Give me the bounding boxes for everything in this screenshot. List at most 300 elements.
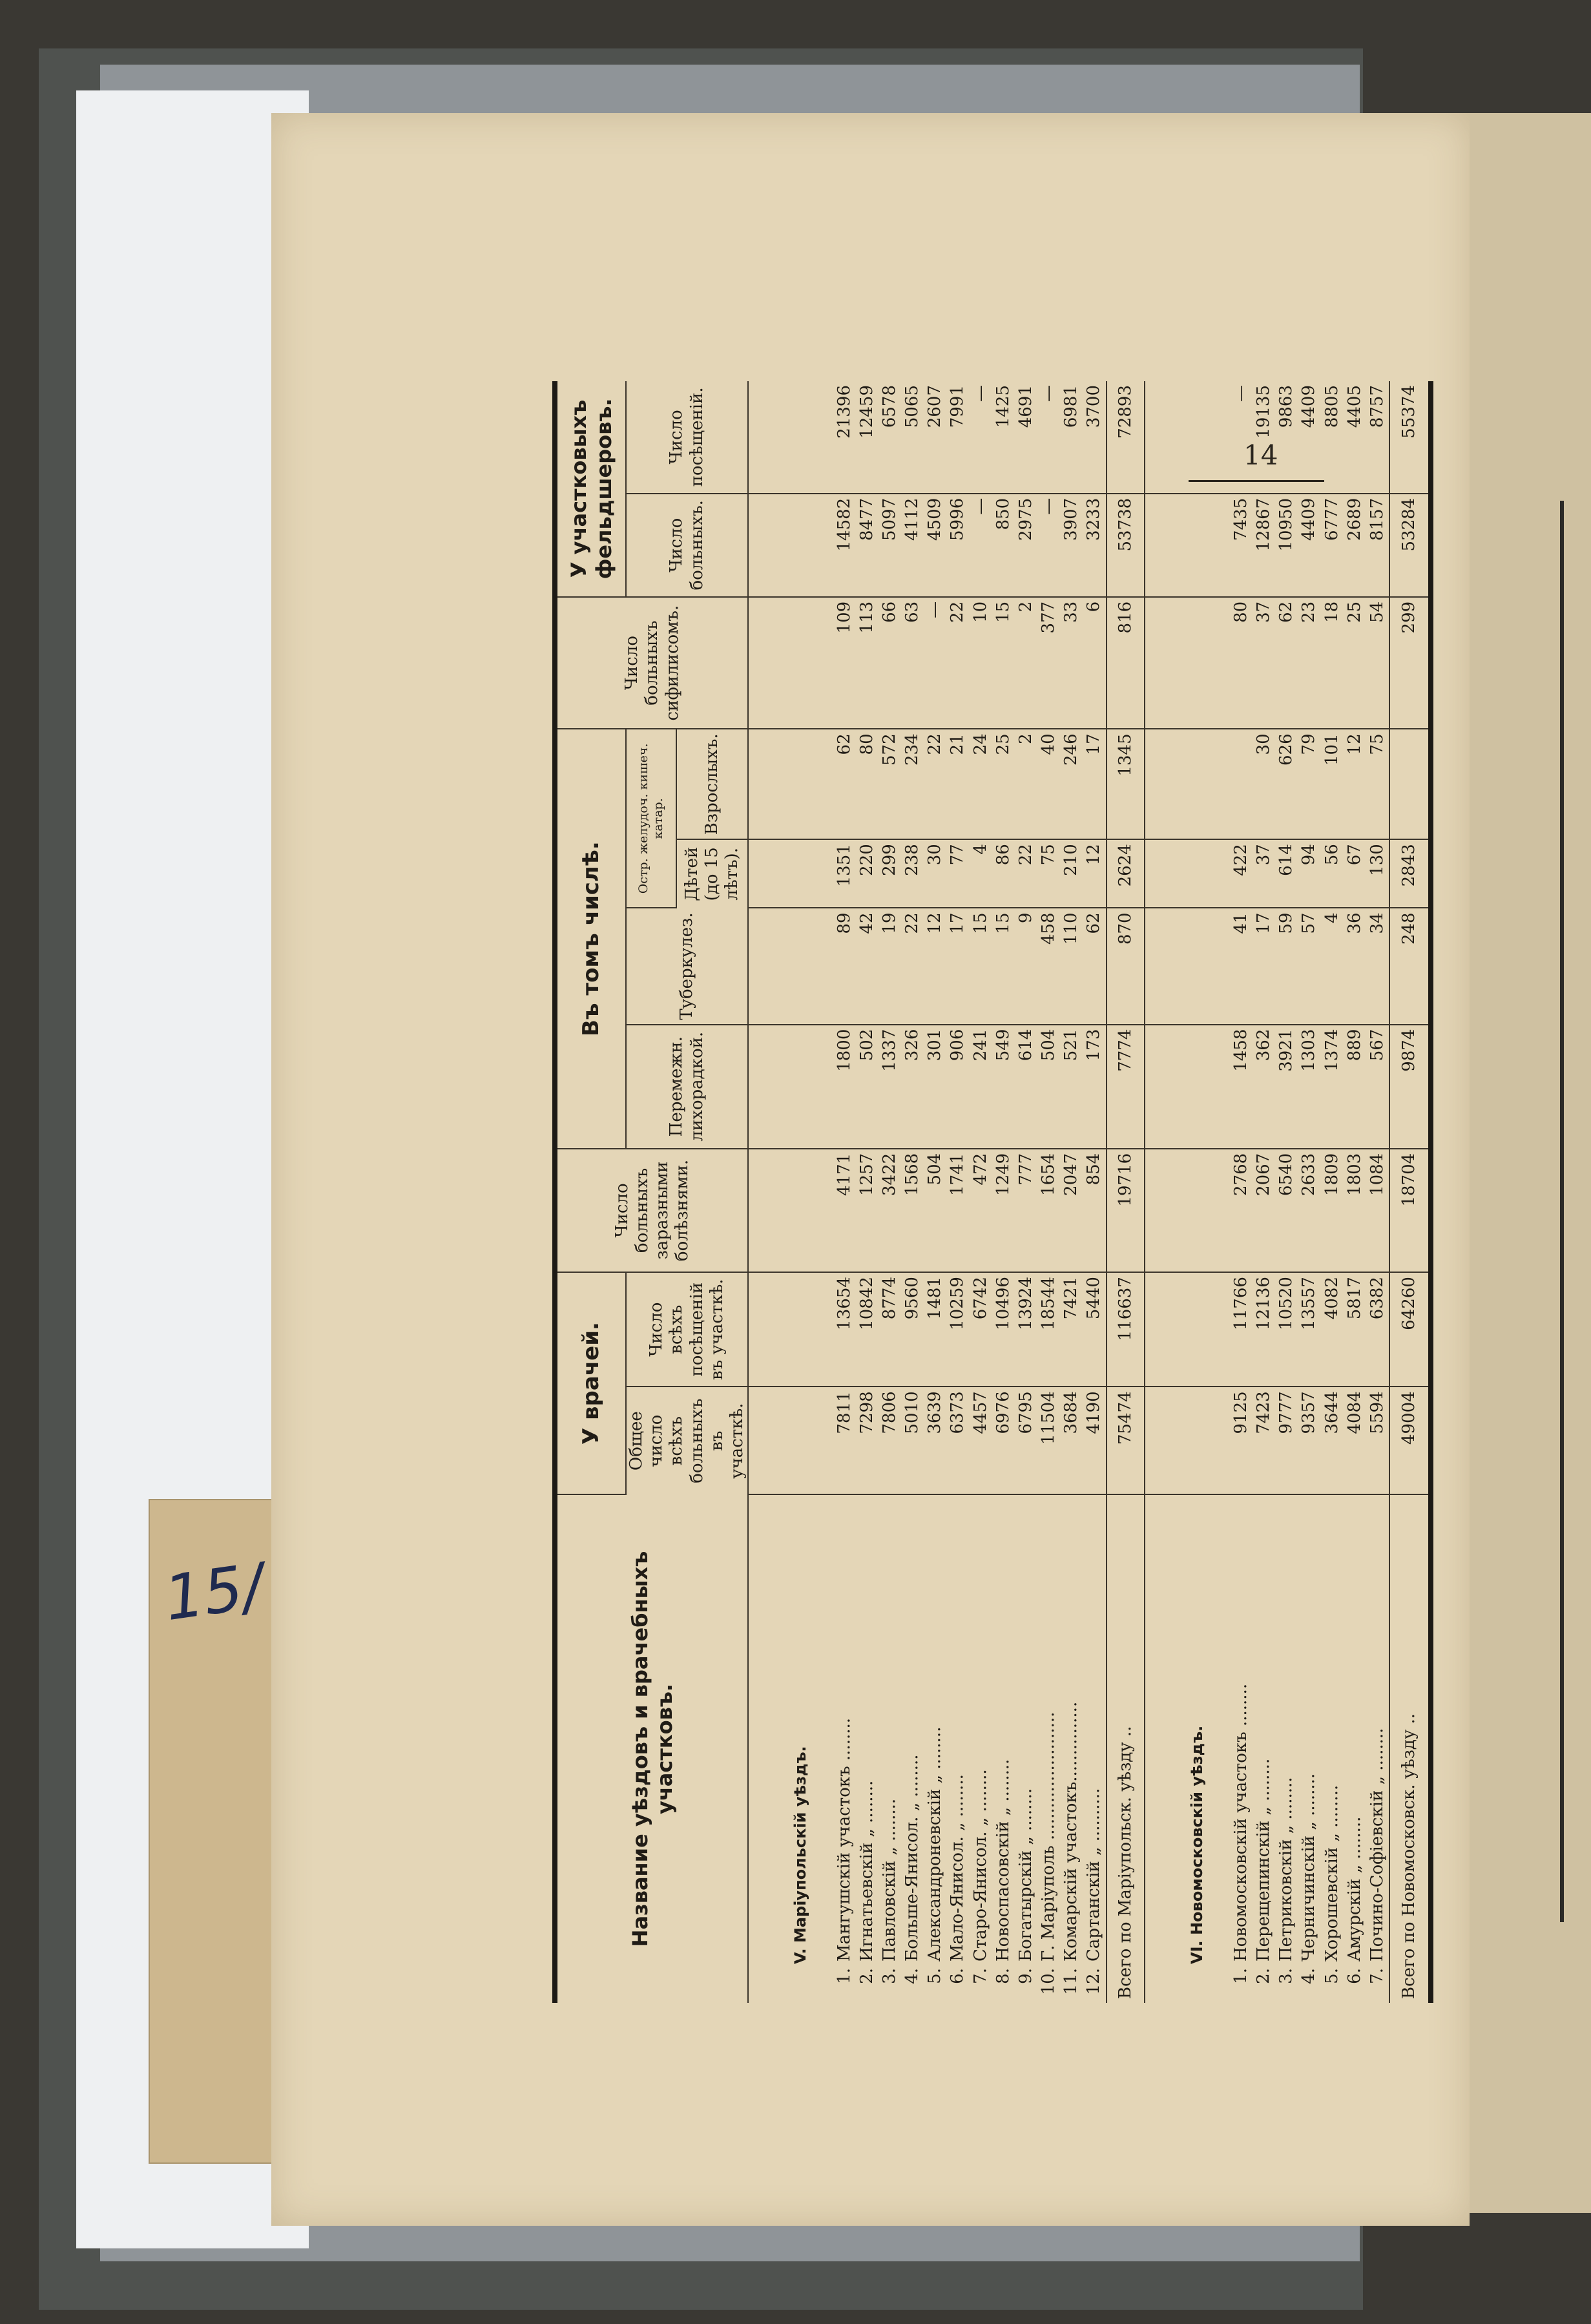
value-cell: 9777 [1275,1387,1298,1494]
row-number: 10. [1038,1968,1058,1995]
value-cell: 25 [992,729,1015,839]
district-name [924,1494,946,2003]
value-cell: 7811 [833,1387,856,1494]
total-value: 9874 [1389,1025,1431,1149]
total-value: 248 [1389,908,1431,1024]
value-cell: 3644 [1320,1387,1343,1494]
value-cell: 502 [856,1025,879,1149]
value-cell: 30 [1253,729,1275,839]
value-cell: 23 [1298,597,1320,729]
value-cell: 1809 [1320,1149,1343,1272]
empty-cell [748,729,833,839]
empty-cell [1145,381,1229,494]
value-cell: 94 [1298,839,1320,908]
value-cell: 8477 [856,494,879,597]
header-f-patients: Число больныхъ. [626,494,748,597]
header-doctors: У врачей. [555,1272,626,1494]
total-value: 299 [1389,597,1431,729]
value-cell: 40 [1037,729,1060,839]
value-cell: 7991 [946,381,969,494]
value-cell [1230,729,1253,839]
value-cell: 6795 [1015,1387,1037,1494]
value-cell: 854 [1083,1149,1106,1272]
empty-cell [1145,729,1229,839]
district-label: Новомосковскій участокъ ........ [1231,1683,1251,1962]
row-number: 11. [1061,1968,1081,1995]
value-cell: 13654 [833,1272,856,1387]
value-cell: 9 [1015,908,1037,1024]
empty-cell [748,381,833,494]
value-cell: 11504 [1037,1387,1060,1494]
row-number: 5. [1322,1968,1342,1984]
value-cell: 8774 [879,1272,901,1387]
value-cell: 549 [992,1025,1015,1149]
tag-handwriting: 15/ [160,1550,268,1635]
value-cell: 14582 [833,494,856,597]
value-cell: 1803 [1344,1149,1366,1272]
total-value: 53284 [1389,494,1431,597]
total-value: 19716 [1107,1149,1145,1272]
table-body [748,381,1431,2003]
statistics-table-rotated [552,381,1421,2003]
value-cell: 5010 [901,1387,924,1494]
district-name [1037,1494,1060,2003]
empty-cell [1145,597,1229,729]
district-label: Мало-Янисол. „ ........ [948,1774,968,1962]
value-cell: 8757 [1366,381,1389,494]
district-label: Комарскій участокъ............... [1061,1701,1081,1962]
total-value: 55374 [1389,381,1431,494]
district-label: Почино-Софіевскій „ ........ [1367,1728,1387,1962]
district-label: Черничинскій „ ........ [1299,1773,1319,1962]
value-cell: 614 [1275,839,1298,908]
district-label: Больше-Янисол. „ ........ [902,1754,922,1962]
table-row [1037,381,1060,2003]
empty-cell [1145,494,1229,597]
value-cell: 5440 [1083,1272,1106,1387]
district-label: Александроневскій „ ........ [925,1726,945,1962]
empty-cell [748,1272,833,1387]
district-label: Новоспасовскій „ ........ [993,1759,1013,1962]
district-label: Г. Маріуполь ........................ [1038,1712,1058,1962]
district-name [1230,1494,1253,2003]
empty-cell [1145,1387,1229,1494]
value-cell: 12 [1083,839,1106,908]
district-label: Богатырскій „ ........ [1015,1788,1035,1962]
table-row [1366,381,1389,2003]
row-number: 2. [1254,1968,1274,1984]
page-number: 14 [1243,439,1278,471]
district-name [1253,1494,1275,2003]
value-cell: — [969,381,992,494]
table-row [1083,381,1106,2003]
table-row [1015,381,1037,2003]
table-row [1230,381,1253,2003]
value-cell: 12136 [1253,1272,1275,1387]
table-row [946,381,969,2003]
value-cell: 10842 [856,1272,879,1387]
value-cell: 6976 [992,1387,1015,1494]
value-cell: 80 [856,729,879,839]
value-cell: 15 [969,908,992,1024]
row-number: 6. [948,1968,968,1984]
value-cell: 2 [1015,597,1037,729]
value-cell: 5594 [1366,1387,1389,1494]
value-cell: 1741 [946,1149,969,1272]
total-value: 53738 [1107,494,1145,597]
row-number: 3. [1276,1968,1296,1984]
value-cell: 13557 [1298,1272,1320,1387]
value-cell: 17 [946,908,969,1024]
value-cell: 6540 [1275,1149,1298,1272]
value-cell: 13924 [1015,1272,1037,1387]
total-value: 72893 [1107,381,1145,494]
total-row [1107,381,1145,2003]
table-row [1253,381,1275,2003]
value-cell: 1425 [992,381,1015,494]
district-name [1060,1494,1083,2003]
value-cell: 504 [1037,1025,1060,1149]
value-cell: 37 [1253,597,1275,729]
header-tuberculosis: Туберкулез. [626,908,748,1024]
value-cell: 62 [1083,908,1106,1024]
total-value: 7774 [1107,1025,1145,1149]
value-cell: 1654 [1037,1149,1060,1272]
header-children: Дѣтей (до 15 лѣтъ). [676,839,748,908]
value-cell: 11766 [1230,1272,1253,1387]
district-label: Амурскій „ ........ [1344,1816,1364,1962]
value-cell: 1303 [1298,1025,1320,1149]
value-cell: 7298 [856,1387,879,1494]
value-cell: 21396 [833,381,856,494]
value-cell: 889 [1344,1025,1366,1149]
value-cell: — [924,597,946,729]
value-cell: 86 [992,839,1015,908]
section-title-row [748,381,833,2003]
value-cell: 22 [1015,839,1037,908]
value-cell: 101 [1320,729,1343,839]
total-value: 75474 [1107,1387,1145,1494]
table-row [1060,381,1083,2003]
total-value: 116637 [1107,1272,1145,1387]
value-cell: 4691 [1015,381,1037,494]
value-cell: 6 [1083,597,1106,729]
row-number: 8. [993,1968,1013,1984]
value-cell: 25 [1344,597,1366,729]
value-cell: 59 [1275,908,1298,1024]
value-cell: 12459 [856,381,879,494]
value-cell: 5817 [1344,1272,1366,1387]
value-cell: 9863 [1275,381,1298,494]
row-number: 7. [1367,1968,1387,1984]
value-cell: 8157 [1366,494,1389,597]
empty-cell [748,1025,833,1149]
value-cell: 521 [1060,1025,1083,1149]
empty-cell [1145,1149,1229,1272]
row-number: 6. [1344,1968,1364,1984]
empty-cell [1145,1025,1229,1149]
adjacent-page-rule [1560,501,1570,1922]
value-cell: 4405 [1344,381,1366,494]
total-value: 49004 [1389,1387,1431,1494]
row-number: 1. [834,1968,854,1984]
row-number: 9. [1015,1968,1035,1984]
value-cell: 7421 [1060,1272,1083,1387]
value-cell: 12 [924,908,946,1024]
value-cell: 1374 [1320,1025,1343,1149]
district-name [946,1494,969,2003]
total-value: 816 [1107,597,1145,729]
value-cell: 906 [946,1025,969,1149]
row-number: 4. [1299,1968,1319,1984]
table-row [833,381,856,2003]
value-cell: 1568 [901,1149,924,1272]
value-cell: 110 [1060,908,1083,1024]
value-cell: 241 [969,1025,992,1149]
value-cell: 4171 [833,1149,856,1272]
section-title: V. Маріупольскій уѣздъ. [791,1746,809,1964]
table-row [969,381,992,2003]
value-cell: 17 [1253,908,1275,1024]
value-cell: 4409 [1298,494,1320,597]
total-value: 870 [1107,908,1145,1024]
total-value [1389,729,1431,839]
district-name [1275,1494,1298,2003]
total-value: 64260 [1389,1272,1431,1387]
value-cell: 15 [992,597,1015,729]
value-cell: 9560 [901,1272,924,1387]
value-cell: 210 [1060,839,1083,908]
value-cell: 2975 [1015,494,1037,597]
value-cell: 472 [969,1149,992,1272]
value-cell: 75 [1366,729,1389,839]
value-cell: 75 [1037,839,1060,908]
value-cell: 109 [833,597,856,729]
value-cell: 22 [924,729,946,839]
value-cell: 33 [1060,597,1083,729]
value-cell: 22 [901,908,924,1024]
value-cell: 2047 [1060,1149,1083,1272]
header-visits-all: Число всѣхъ посѣщеній въ участкѣ. [626,1272,748,1387]
value-cell: 18 [1320,597,1343,729]
district-name [969,1494,992,2003]
value-cell: 1458 [1230,1025,1253,1149]
value-cell: 4082 [1320,1272,1343,1387]
value-cell: 56 [1320,839,1343,908]
value-cell: 2067 [1253,1149,1275,1272]
value-cell: 362 [1253,1025,1275,1149]
empty-cell [1145,1272,1229,1387]
value-cell: 37 [1253,839,1275,908]
value-cell: 63 [901,597,924,729]
district-label: Игнатьевскій „ ........ [857,1780,877,1962]
value-cell: 12867 [1253,494,1275,597]
table-row [1344,381,1366,2003]
value-cell: 6382 [1366,1272,1389,1387]
value-cell: 5065 [901,381,924,494]
value-cell: 3684 [1060,1387,1083,1494]
district-name [992,1494,1015,2003]
value-cell: 326 [901,1025,924,1149]
value-cell: 19 [879,908,901,1024]
district-label: Мангушскій участокъ ........ [834,1717,854,1962]
value-cell: 7806 [879,1387,901,1494]
value-cell: 62 [833,729,856,839]
value-cell: 2 [1015,729,1037,839]
row-number: 2. [857,1968,877,1984]
value-cell: 79 [1298,729,1320,839]
adjacent-page [1463,113,1591,2213]
value-cell: 130 [1366,839,1389,908]
value-cell: 1481 [924,1272,946,1387]
value-cell: 30 [924,839,946,908]
value-cell: 9357 [1298,1387,1320,1494]
empty-cell [748,1387,833,1494]
row-number: 7. [970,1968,990,1984]
value-cell: 301 [924,1025,946,1149]
value-cell: 1249 [992,1149,1015,1272]
value-cell: 6578 [879,381,901,494]
value-cell: 6981 [1060,381,1083,494]
table-row [856,381,879,2003]
value-cell: 77 [946,839,969,908]
value-cell: 173 [1083,1025,1106,1149]
value-cell: 7435 [1230,494,1253,597]
district-name [1083,1494,1106,2003]
table-row [1275,381,1298,2003]
header-malaria: Перемежн. лихорадкой. [626,1025,748,1149]
district-label: Петриковскій „ ........ [1276,1777,1296,1962]
table-row [924,381,946,2003]
header-adults: Взрослыхъ. [676,729,748,839]
value-cell: 234 [901,729,924,839]
value-cell: 5097 [879,494,901,597]
total-value: 18704 [1389,1149,1431,1272]
value-cell: 3422 [879,1149,901,1272]
value-cell: 2768 [1230,1149,1253,1272]
row-number: 3. [879,1968,899,1984]
value-cell: 41 [1230,908,1253,1024]
value-cell: 22 [946,597,969,729]
table-row [1320,381,1343,2003]
header-of-which: Въ томъ числѣ. [555,729,626,1148]
district-name [1320,1494,1343,2003]
value-cell: 62 [1275,597,1298,729]
district-name [833,1494,856,2003]
value-cell: 458 [1037,908,1060,1024]
value-cell: 3700 [1083,381,1106,494]
value-cell: 4112 [901,494,924,597]
empty-cell [748,597,833,729]
value-cell: 4190 [1083,1387,1106,1494]
empty-cell [748,839,833,908]
value-cell: 377 [1037,597,1060,729]
value-cell: 4 [969,839,992,908]
value-cell: 19135 [1253,381,1275,494]
district-name [1366,1494,1389,2003]
total-value: 1345 [1107,729,1145,839]
district-label: Хорошевскій „ ........ [1322,1785,1342,1962]
total-value: 2843 [1389,839,1431,908]
value-cell: 10520 [1275,1272,1298,1387]
total-value: 2624 [1107,839,1145,908]
value-cell: 626 [1275,729,1298,839]
value-cell: 777 [1015,1149,1037,1272]
row-number: 4. [902,1968,922,1984]
header-infectious: Число больныхъ заразными болѣзнями. [555,1149,748,1272]
statistics-table [552,381,1433,2003]
section-title: VI. Новомосковскій уѣздъ. [1188,1725,1207,1964]
value-cell: 42 [856,908,879,1024]
value-cell: 21 [946,729,969,839]
value-cell: — [1037,381,1060,494]
value-cell: 80 [1230,597,1253,729]
value-cell: 1084 [1366,1149,1389,1272]
header-syphilis: Число больныхъ сифилисомъ. [555,597,748,729]
value-cell: 238 [901,839,924,908]
value-cell: 54 [1366,597,1389,729]
value-cell: 1800 [833,1025,856,1149]
value-cell: 18544 [1037,1272,1060,1387]
value-cell: 3921 [1275,1025,1298,1149]
value-cell: 3639 [924,1387,946,1494]
district-name [1298,1494,1320,2003]
value-cell: 567 [1366,1025,1389,1149]
value-cell: 5996 [946,494,969,597]
table-row [992,381,1015,2003]
value-cell: 24 [969,729,992,839]
district-name [856,1494,879,2003]
district-label: Перещепинскій „ ........ [1254,1758,1274,1962]
value-cell: 4509 [924,494,946,597]
table-row [879,381,901,2003]
value-cell: 15 [992,908,1015,1024]
total-label: Всего по Маріупольск. уѣзду .. [1107,1494,1145,2003]
value-cell: 299 [879,839,901,908]
header-gastro: Остр. желудоч. кишеч. катар. [626,729,676,908]
empty-cell [1145,908,1229,1024]
row-number: 5. [925,1968,945,1984]
table-row [1298,381,1320,2003]
row-number: 12. [1084,1968,1104,1995]
value-cell: 1337 [879,1025,901,1149]
value-cell: 67 [1344,839,1366,908]
value-cell: 4457 [969,1387,992,1494]
header-feldshers: У участковыхъ фельдшеровъ. [555,381,626,597]
value-cell: 614 [1015,1025,1037,1149]
value-cell: 12 [1344,729,1366,839]
value-cell: 4084 [1344,1387,1366,1494]
row-number: 1. [1231,1968,1251,1984]
total-label: Всего по Новомосковск. уѣзду .. [1389,1494,1431,2003]
district-name [901,1494,924,2003]
value-cell: — [1230,381,1253,494]
value-cell: 850 [992,494,1015,597]
value-cell: 6777 [1320,494,1343,597]
value-cell: 2633 [1298,1149,1320,1272]
district-name [1015,1494,1037,2003]
value-cell: 4 [1320,908,1343,1024]
value-cell: 9125 [1230,1387,1253,1494]
district-name [879,1494,901,2003]
value-cell: 2689 [1344,494,1366,597]
value-cell: 504 [924,1149,946,1272]
value-cell: 17 [1083,729,1106,839]
value-cell: 6742 [969,1272,992,1387]
value-cell: 66 [879,597,901,729]
value-cell: 220 [856,839,879,908]
header-total-patients: Общее число всѣхъ больныхъ въ участкѣ. [626,1387,748,1494]
